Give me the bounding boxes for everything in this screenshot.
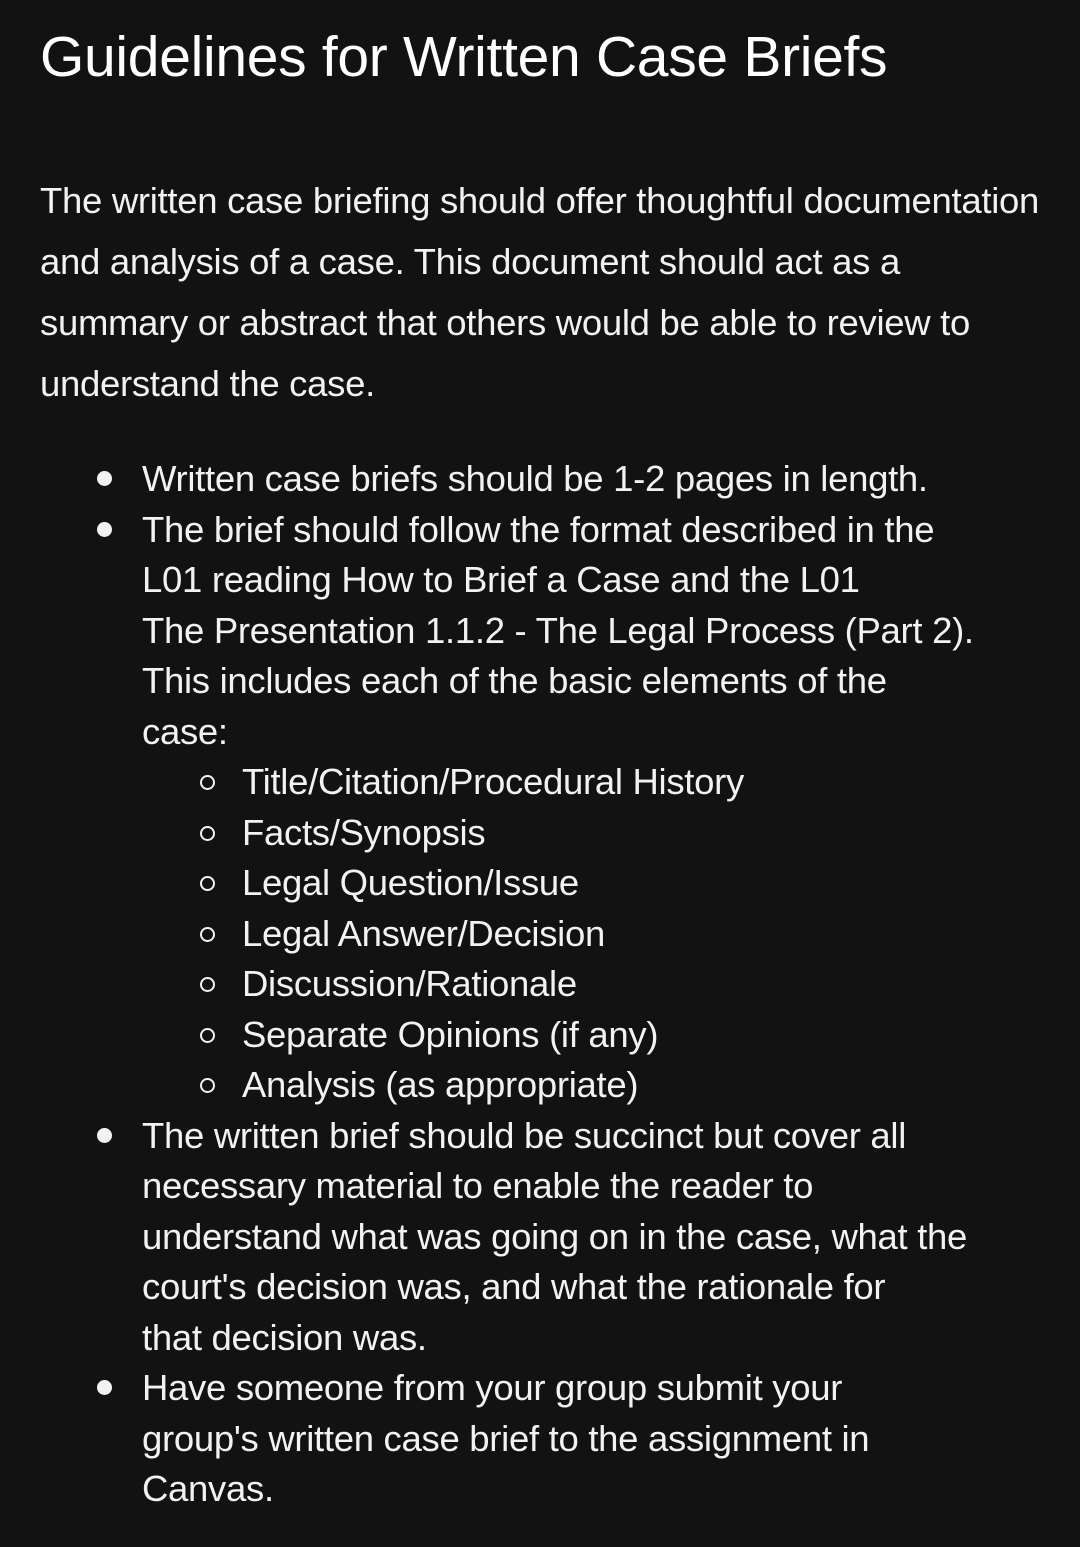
sub-list-item-text: Facts/Synopsis [242,811,486,853]
list-item-submit [40,1363,1040,1515]
sub-list-item [142,959,1040,1010]
list-item-length [40,454,1040,505]
guidelines-list [40,454,1040,1515]
sub-list-item-text: Separate Opinions (if any) [242,1013,659,1055]
bullet-circle-icon [200,1078,215,1093]
list-item-text-line: Have someone from your group submit your [142,1367,843,1408]
list-item-text-line: Canvas. [142,1468,274,1509]
bullet-circle-icon [200,1028,215,1043]
list-item-text-line: understand what was going on in the case, what the [142,1215,968,1257]
bullet-dot-icon [97,522,112,537]
bullet-dot-icon [97,1380,112,1395]
bullet-circle-icon [200,927,215,942]
bullet-dot-icon [97,1128,112,1143]
list-item-text-line: The brief should follow the format described in the [142,508,935,550]
list-item-text-line: group's written case brief to the assignment in [142,1417,870,1459]
bullet-circle-icon [200,977,215,992]
list-item-text-line: that decision was. [142,1316,427,1358]
sub-list-item [142,858,1040,909]
sub-list-item [142,757,1040,808]
list-item-text-line: case: [142,710,228,752]
list-item-succinct [40,1111,1040,1364]
list-item-text-line: The written brief should be succinct but cover all [142,1114,907,1156]
list-item-text: Written case briefs should be 1-2 pages in length. [142,458,928,499]
intro-paragraph: The written case briefing should offer thoughtful documentation and analysis of a case. This document should act as a summary or abstract that others would be able to review to understand the case. [40,180,1040,404]
sub-list-item-text: Legal Answer/Decision [242,912,605,954]
bullet-circle-icon [200,826,215,841]
sub-list-item [142,1010,1040,1061]
bullet-circle-icon [200,775,215,790]
sub-list-item [142,909,1040,960]
sub-list-item [142,1060,1040,1111]
list-item-text-line: The Presentation 1.1.2 - The Legal Process (Part 2). [142,609,974,651]
list-item-text-line: court's decision was, and what the rationale for [142,1266,886,1307]
sub-list-item-text: Analysis (as appropriate) [242,1064,639,1105]
list-item-text-line: necessary material to enable the reader to [142,1165,814,1206]
bullet-circle-icon [200,876,215,891]
case-elements-list [142,757,1040,1111]
sub-list-item-text: Title/Citation/Procedural History [242,761,744,802]
page-title: Guidelines for Written Case Briefs [40,25,888,89]
list-item-text-line: This includes each of the basic elements of the [142,660,887,701]
sub-list-item-text: Discussion/Rationale [242,963,577,1004]
sub-list-item [142,808,1040,859]
bullet-dot-icon [97,471,112,486]
list-item-text-line: L01 reading How to Brief a Case and the L01 [142,559,860,600]
list-item-format [40,505,1040,1111]
sub-list-item-text: Legal Question/Issue [242,862,579,903]
